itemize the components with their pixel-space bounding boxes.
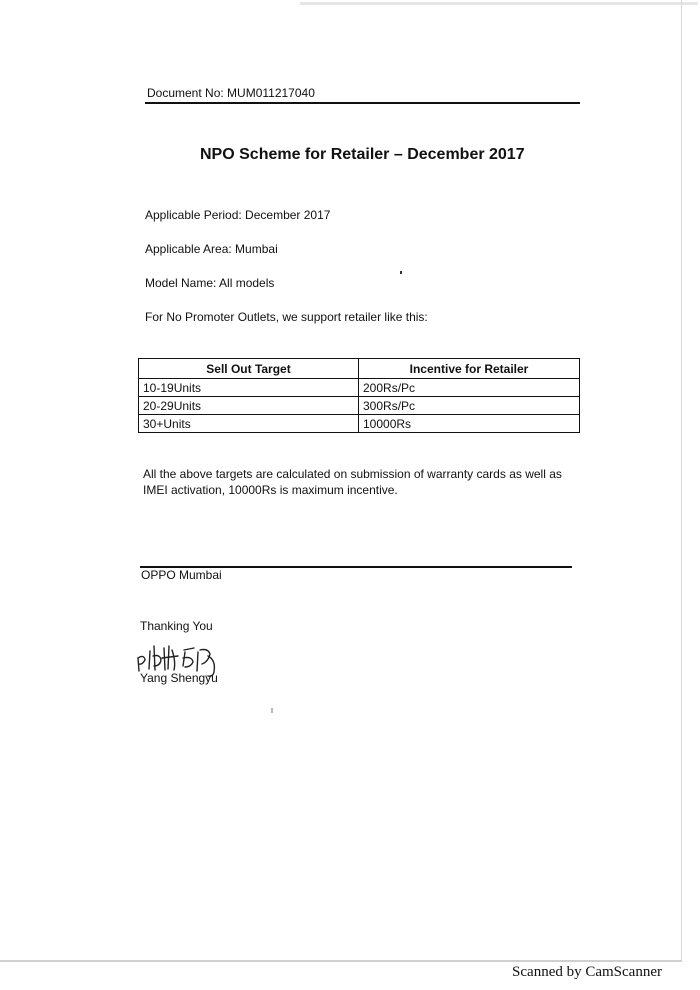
- scan-edge-top: [300, 2, 698, 5]
- applicable-period: Applicable Period: December 2017: [145, 208, 331, 222]
- sell-out-target-cell: 30+Units: [139, 415, 359, 433]
- sell-out-target-cell: 10-19Units: [139, 379, 359, 397]
- scan-edge-right: [681, 0, 682, 962]
- incentive-cell: 10000Rs: [359, 415, 580, 433]
- table-row: [139, 415, 580, 433]
- scanner-watermark: Scanned by CamScanner: [512, 964, 662, 980]
- terms-note: All the above targets are calculated on submission of warranty cards as well as IMEI activation, 10000Rs is maximum incentive.: [143, 467, 562, 497]
- header-divider: [145, 102, 580, 104]
- model-name: Model Name: All models: [145, 276, 275, 290]
- incentive-cell: 200Rs/Pc: [359, 379, 580, 397]
- scan-speck: [400, 271, 402, 274]
- intro-text: For No Promoter Outlets, we support retailer like this:: [145, 310, 428, 324]
- scan-edge-bottom: [0, 960, 682, 962]
- incentive-cell: 300Rs/Pc: [359, 397, 580, 415]
- column-header-incentive: Incentive for Retailer: [359, 359, 580, 379]
- scan-speck: [271, 708, 273, 713]
- document-title: NPO Scheme for Retailer – December 2017: [200, 146, 525, 163]
- signer-name: Yang Shengyu: [140, 671, 218, 685]
- closing-greeting: Thanking You: [140, 619, 213, 633]
- sell-out-target-cell: 20-29Units: [139, 397, 359, 415]
- table-header-row: [139, 359, 580, 379]
- document-number: Document No: MUM011217040: [147, 86, 315, 100]
- table-row: [139, 379, 580, 397]
- company-name: OPPO Mumbai: [141, 568, 222, 582]
- applicable-area: Applicable Area: Mumbai: [145, 242, 278, 256]
- column-header-sell-out-target: Sell Out Target: [139, 359, 359, 379]
- table-row: [139, 397, 580, 415]
- incentive-table: [138, 358, 580, 433]
